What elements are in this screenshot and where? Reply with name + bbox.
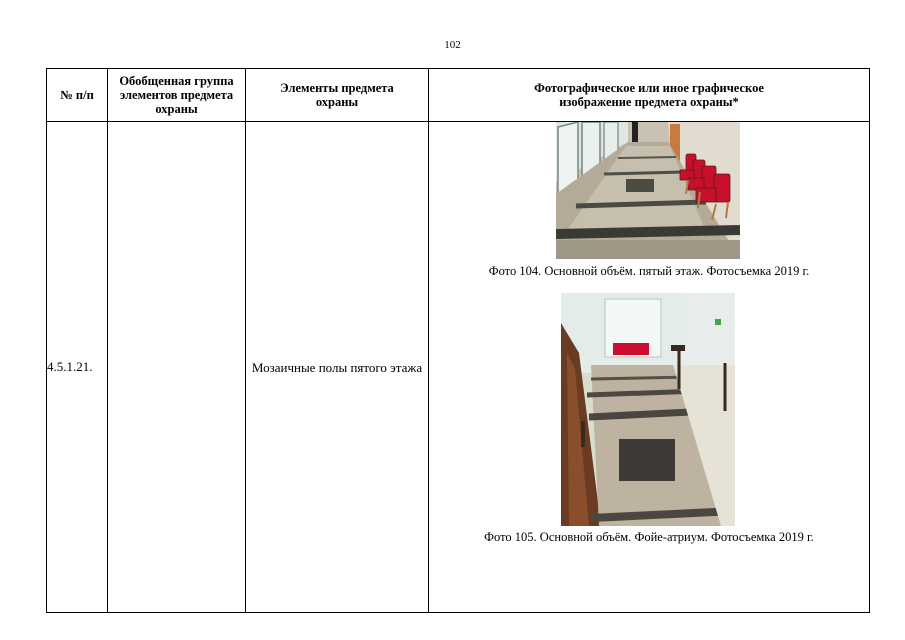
row-photos: [429, 122, 870, 613]
header-elements: Элементы предмета охраны: [246, 69, 429, 122]
row-number: 4.5.1.21.: [47, 122, 108, 613]
header-image: Фотографическое или иное графическое изображение предмета охраны*: [429, 69, 870, 122]
photo-104-caption: Фото 104. Основной объём. пятый этаж. Фотосъемка 2019 г.: [488, 264, 810, 278]
protected-elements-table: [46, 68, 870, 613]
page-number: 102: [444, 39, 461, 51]
table-row: [47, 122, 870, 613]
photo-105-image: [561, 293, 735, 526]
header-number: № п/п: [47, 69, 108, 122]
row-group: [108, 122, 246, 613]
photo-105-caption: Фото 105. Основной объём. Фойе-атриум. Фотосъемка 2019 г.: [484, 530, 814, 544]
header-group: Обобщенная группа элементов предмета охраны: [108, 69, 246, 122]
table-header-row: [47, 69, 870, 122]
photo-104-image: [556, 122, 740, 259]
row-element: Мозаичные полы пятого этажа: [246, 122, 429, 613]
